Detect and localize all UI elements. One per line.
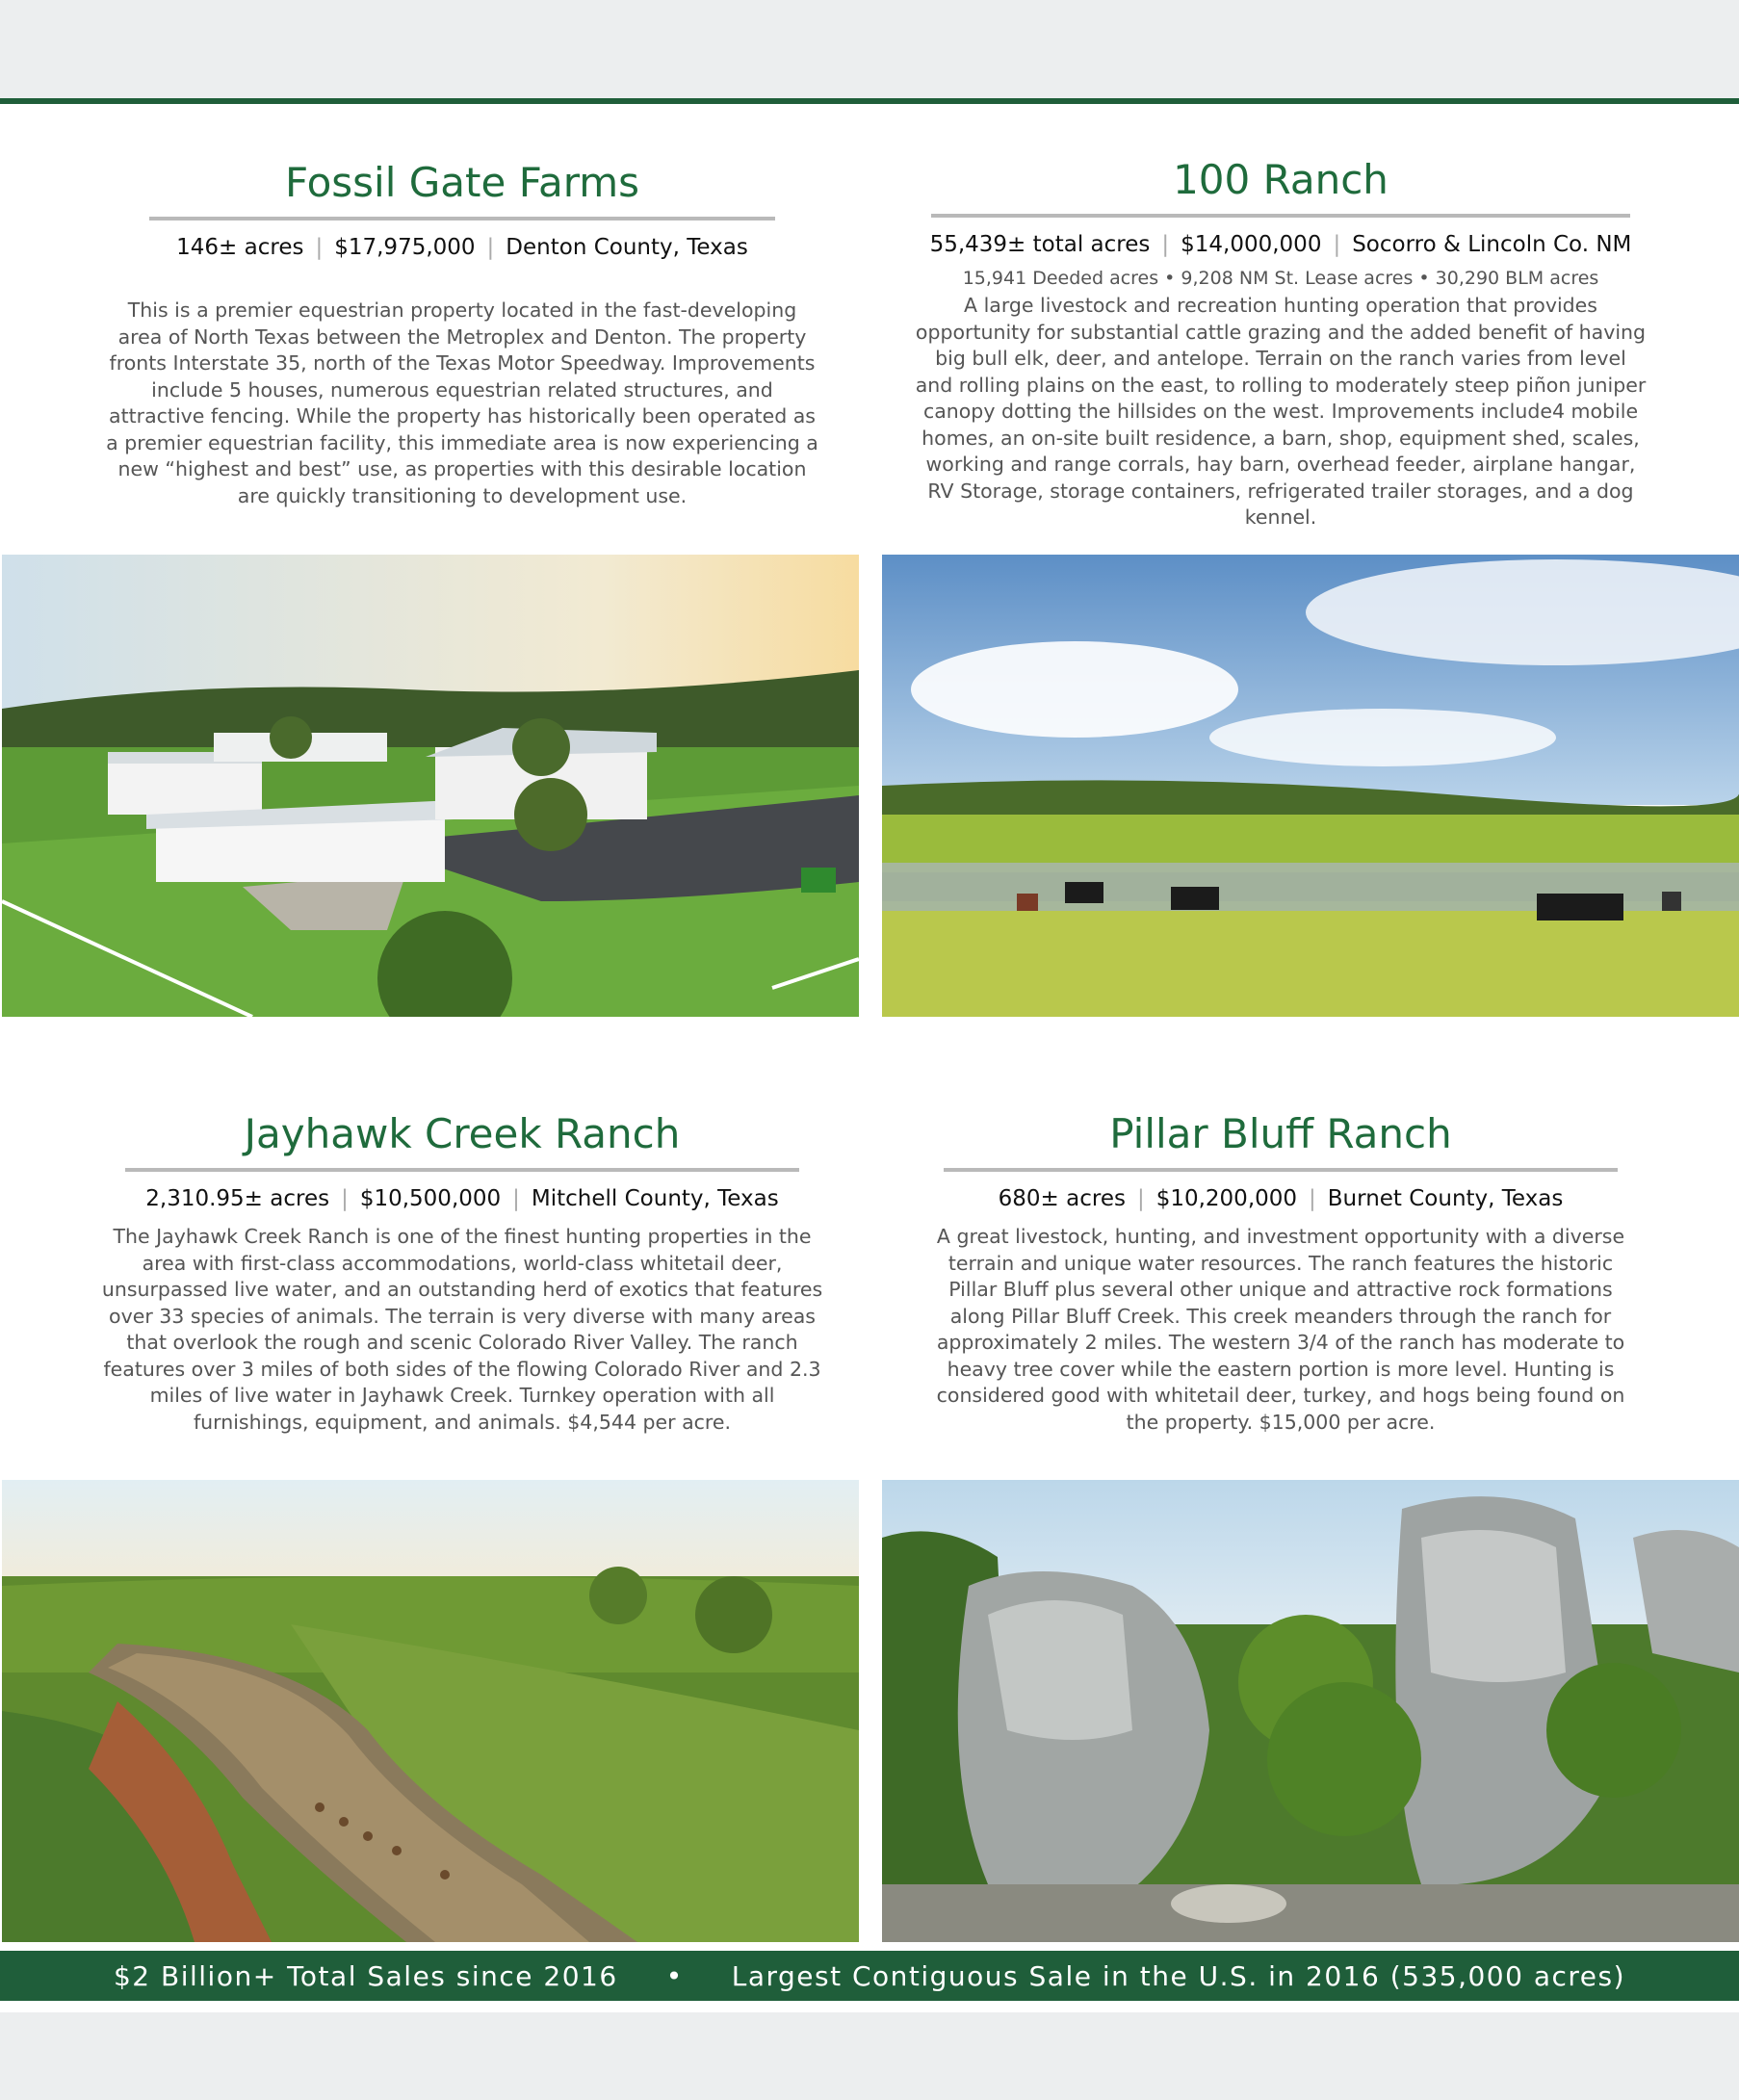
title-rule [149,217,775,220]
pillar-bluff-ranch-photo [882,1480,1739,1942]
title-rule [944,1168,1618,1172]
price-value: $10,200,000 [1155,1186,1298,1212]
acres-value: 680± acres [998,1186,1126,1212]
acreage-breakdown: 15,941 Deeded acres • 9,208 NM St. Lease acres • 30,290 BLM acres [962,268,1599,290]
price-value: $10,500,000 [359,1186,502,1212]
acres-value: 146± acres [176,235,304,261]
listing-description: This is a premier equestrian property located in the fast-developing area of North Texas between the Metroplex and Denton. The property fronts Interstate 35, north of the Texas Motor Speedway. Improvements include 5 houses, numerous equestrian related structures, and attractive fencing. While the property has historically been operated as a premier equestrian facility, this immediate area is now experiencing a new “highest and best” use, as properties with this desirable location are quickly transitioning to development use. [106,298,818,507]
acres-value: 2,310.95± acres [145,1186,330,1212]
top-rule [0,98,1739,104]
fossil-gate-farms-photo [2,555,859,1017]
location-value: Burnet County, Texas [1327,1186,1564,1212]
acres-value: 55,439± total acres [929,232,1151,258]
price-value: $14,000,000 [1181,232,1322,258]
separator: | [512,1186,520,1212]
listing-description: The Jayhawk Creek Ranch is one of the finest hunting properties in the area with first-class accommodations, world-class whitetail deer, unsurpassed live water, and an outstanding herd of exotics that features over 33 species of animals. The terrain is very diverse with many areas that overlook the rough and scenic Colorado River Valley. The ranch features over 3 miles of both sides of the flowing Colorado River and 2.3 miles of live water in Jayhawk Creek. Turnkey operation with all furnishings, equipment, and animals. $4,544 per acre. [101,1225,823,1434]
listing-facts [915,231,1647,260]
footer-banner [0,1951,1739,2001]
location-value: Mitchell County, Texas [531,1186,779,1212]
location-value: Denton County, Texas [506,235,748,261]
listing-title: Pillar Bluff Ranch [1109,1110,1452,1157]
footer-total-sales: $2 Billion+ Total Sales since 2016 [113,1959,618,1992]
listing-title: Fossil Gate Farms [284,159,640,206]
separator: | [486,235,495,261]
listing-facts [924,1185,1637,1214]
100-ranch-photo [882,555,1739,1017]
listing-description: A large livestock and recreation hunting operation that provides opportunity for substantial cattle grazing and the added benefit of having big bull elk, deer, and antelope. Terrain on the ranch varies from level and rolling plains on the east, to rolling to moderately steep piñon juniper canopy dotting the hillsides on the west. Improvements include4 mobile homes, an on-site built residence, a barn, shop, equipment shed, scales, working and range corrals, hay barn, overhead feeder, airplane hangar, RV Storage, storage containers, refrigerated trailer storages, and a dog kennel. [915,294,1647,530]
listing-fossil-gate-farms [106,159,818,509]
listing-pillar-bluff-ranch [924,1110,1637,1436]
footer-bullet: • [665,1959,684,1992]
location-value: Socorro & Lincoln Co. NM [1352,232,1632,258]
listing-title: 100 Ranch [1173,156,1389,203]
jayhawk-creek-ranch-photo [2,1480,859,1942]
separator: | [1333,232,1341,258]
listing-jayhawk-creek-ranch [96,1110,828,1436]
separator: | [1309,1186,1316,1212]
listing-facts [106,234,818,263]
listing-100-ranch [915,156,1647,531]
title-rule [931,214,1630,218]
separator: | [315,235,324,261]
footer-largest-sale: Largest Contiguous Sale in the U.S. in 2016 (535,000 acres) [731,1959,1625,1992]
price-value: $17,975,000 [334,235,476,261]
listing-description: A great livestock, hunting, and investment opportunity with a diverse terrain and unique water resources. The ranch features the historic Pillar Bluff plus several other unique and attractive rock formations along Pillar Bluff Creek. This creek meanders through the ranch for approximately 2 miles. The western 3/4 of the ranch has moderate to heavy tree cover while the eastern portion is more level. Hunting is considered good with whitetail deer, turkey, and hogs being found on the property. $15,000 per acre. [936,1225,1625,1434]
separator: | [341,1186,349,1212]
title-rule [125,1168,799,1172]
listing-facts [96,1185,828,1214]
listing-title: Jayhawk Creek Ranch [244,1110,681,1157]
separator: | [1136,1186,1145,1212]
separator: | [1161,232,1170,258]
